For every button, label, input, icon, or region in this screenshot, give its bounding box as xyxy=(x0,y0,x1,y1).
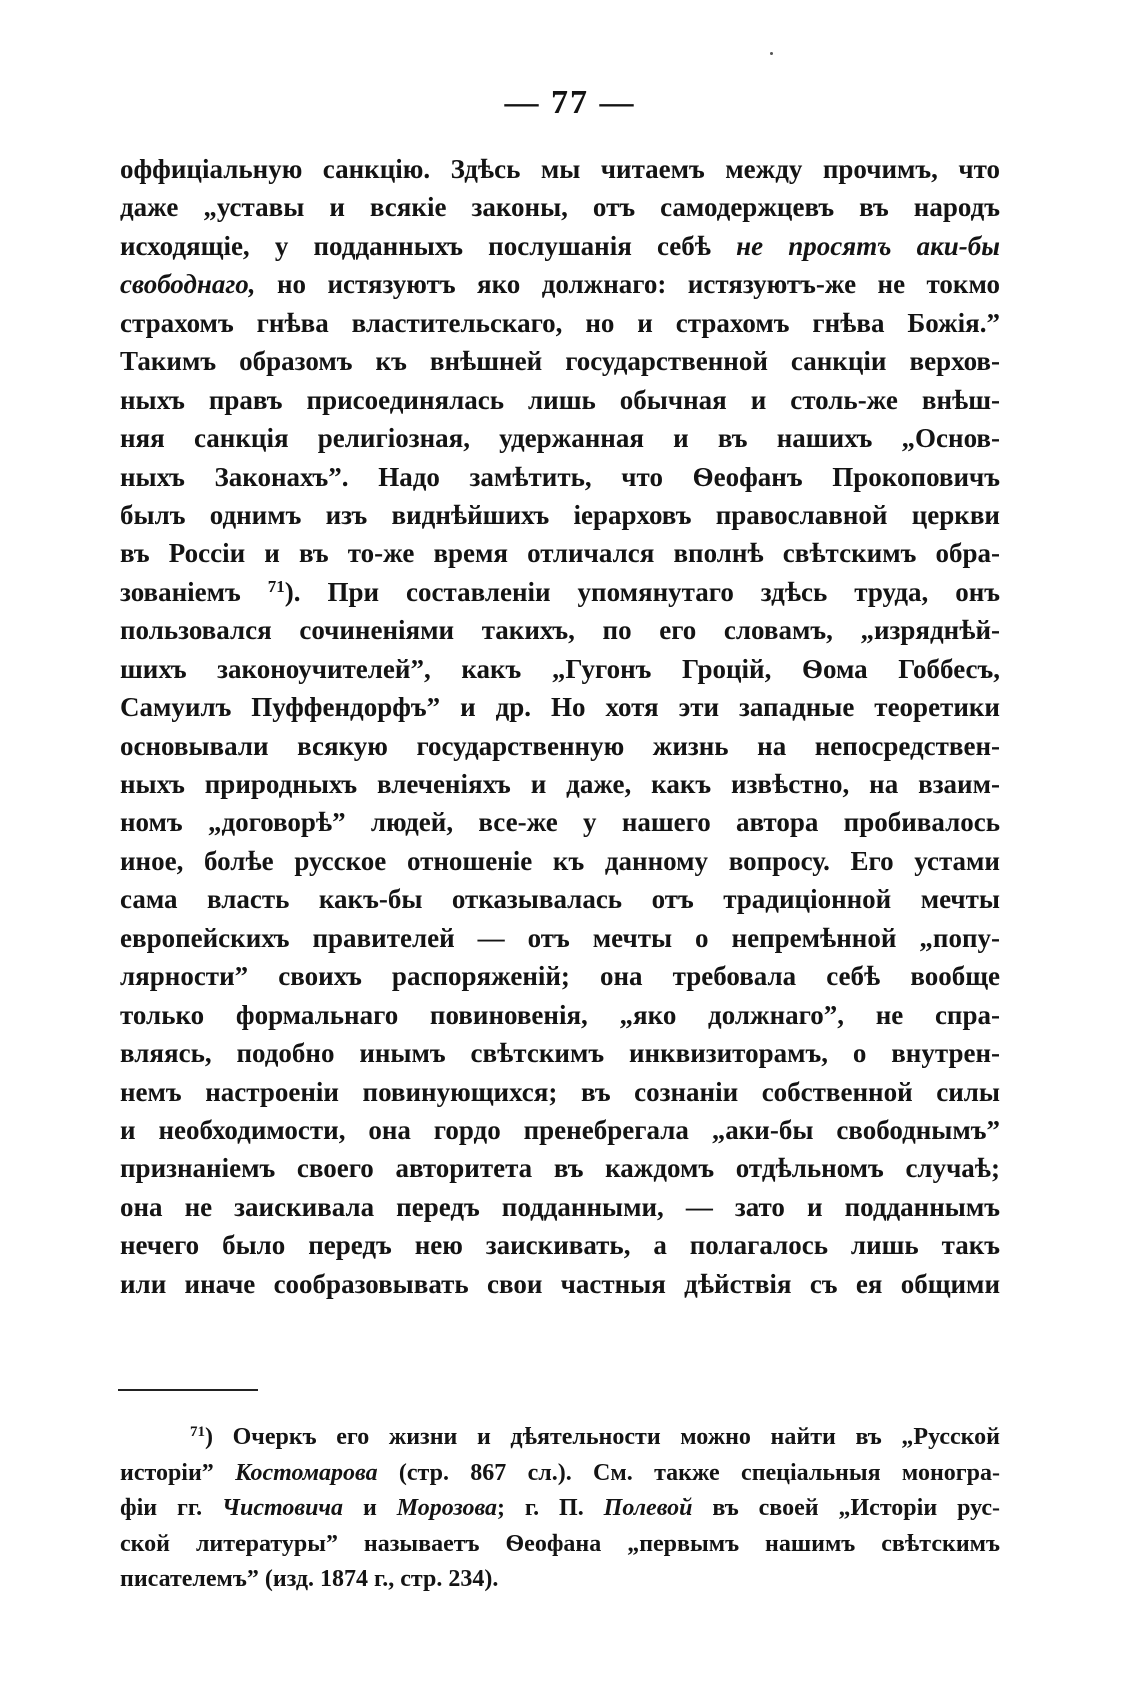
text-line: лярности” своихъ распоряженій; она требовала себѣ вообще xyxy=(120,961,1000,992)
text-line: номъ „договорѣ” людей, все-же у нашего автора пробивалось xyxy=(120,807,1000,838)
text-line: европейскихъ правителей — отъ мечты о непремѣнной „попу- xyxy=(120,922,1000,953)
page-number: — 77 — xyxy=(504,84,636,121)
text-line: нечего было передъ нею заискивать, а полагалось лишь такъ xyxy=(120,1230,1000,1261)
text-line xyxy=(120,573,1000,611)
footnote xyxy=(120,1420,1000,1598)
text-line: страхомъ гнѣва властительскаго, но и страхомъ гнѣва Божія.” xyxy=(120,307,1000,338)
footnote-line: ской литературы” называетъ Ѳеофана „первымъ нашимъ свѣтскимъ xyxy=(120,1530,1000,1557)
text-run: ; г. П. xyxy=(497,1495,604,1521)
text-run: ) Очеркъ его жизни и дѣятельности можно найти въ „Русской xyxy=(205,1424,1000,1450)
text-line: ныхъ природныхъ влеченіяхъ и даже, какъ извѣстно, на взаим- xyxy=(120,769,1000,799)
text-line xyxy=(120,227,1000,265)
footnote-divider xyxy=(118,1389,258,1391)
footnote-marker: 71 xyxy=(190,1424,205,1440)
text-line: только формальнаго повиновенія, „яко должнаго”, не спра- xyxy=(120,999,1000,1030)
text-line: вляясь, подобно инымъ свѣтскимъ инквизиторамъ, о внутрен- xyxy=(120,1038,1000,1069)
author-name: Полевой xyxy=(603,1495,693,1521)
author-name: Чистовича xyxy=(222,1495,344,1521)
author-name: Морозова xyxy=(396,1495,498,1521)
text-line xyxy=(120,265,1000,303)
text-line: няя санкція религіозная, удержанная и въ нашихъ „Основ- xyxy=(120,423,1000,454)
text-line: даже „уставы и всякіе законы, отъ самодержцевъ въ народъ xyxy=(120,192,1000,223)
text-line: немъ настроеніи повинующихся; въ сознаніи собственной силы xyxy=(120,1076,1000,1107)
text-line: ныхъ правъ присоединялась лишь обычная и столь-же внѣш- xyxy=(120,384,1000,415)
footnote-line: писателемъ” (изд. 1874 г., стр. 234). xyxy=(120,1566,499,1592)
text-run: въ своей „Исторіи рус- xyxy=(692,1495,1001,1521)
text-line: иное, болѣе русское отношеніе къ данному вопросу. Его устами xyxy=(120,845,1000,876)
text-line: она не заискивала передъ подданными, — зато и подданнымъ xyxy=(120,1191,1000,1222)
text-line: или иначе сообразовывать свои частныя дѣйствія съ ея общими xyxy=(120,1268,1000,1299)
text-line: въ Россіи и въ то-же время отличался вполнѣ свѣтскимъ обра- xyxy=(120,538,1000,569)
italic-quote: не просятъ аки-бы xyxy=(736,230,1000,261)
text-run: исходящіе, у подданныхъ послушанія себѣ xyxy=(120,230,737,261)
text-line: Самуилъ Пуффендорфъ” и др. Но хотя эти западные теоретики xyxy=(120,692,1000,723)
text-line: сама власть какъ-бы отказывалась отъ традиціонной мечты xyxy=(120,884,1000,915)
text-line: шихъ законоучителей”, какъ „Гугонъ Гроцій, Ѳома Гоббесъ, xyxy=(120,653,1000,684)
text-run: но истязуютъ яко должнаго: истязуютъ-же не токмо xyxy=(255,269,1000,300)
footnote-line xyxy=(120,1491,1000,1527)
text-line: Такимъ образомъ къ внѣшней государственной санкціи верхов- xyxy=(120,346,1000,377)
footnote-line xyxy=(120,1420,1000,1456)
footnote-reference: 71 xyxy=(267,576,285,596)
print-speck xyxy=(770,52,773,55)
text-run: фіи гг. xyxy=(120,1495,223,1521)
text-line: основывали всякую государственную жизнь на непосредствен- xyxy=(120,730,1000,761)
text-line: ныхъ Законахъ”. Надо замѣтить, что Ѳеофанъ Прокоповичъ xyxy=(120,461,1000,492)
text-run: и xyxy=(343,1495,397,1521)
text-line: признаніемъ своего авторитета въ каждомъ отдѣльномъ случаѣ; xyxy=(120,1153,1000,1184)
text-run: ). При составленіи упомянутаго здѣсь труда, онъ xyxy=(284,576,1000,607)
text-line: оффиціальную санкцію. Здѣсь мы читаемъ между прочимъ, что xyxy=(120,154,1000,184)
text-line: былъ однимъ изъ виднѣйшихъ іерарховъ православной церкви xyxy=(120,499,1000,530)
body-text xyxy=(120,150,1000,1303)
text-line: и необходимости, она гордо пренебрегала „аки-бы свободнымъ” xyxy=(120,1114,1000,1145)
text-run: зованіемъ xyxy=(120,576,268,607)
italic-quote: свободнаго, xyxy=(120,269,256,300)
text-line: пользовался сочиненіями такихъ, по его словамъ, „изряднѣй- xyxy=(120,615,1000,646)
text-run: исторіи” xyxy=(120,1459,236,1486)
text-run: (стр. 867 сл.). См. также спеціальныя моногра- xyxy=(377,1459,1001,1486)
footnote-line xyxy=(120,1456,1000,1492)
author-name: Костомарова xyxy=(235,1459,378,1486)
